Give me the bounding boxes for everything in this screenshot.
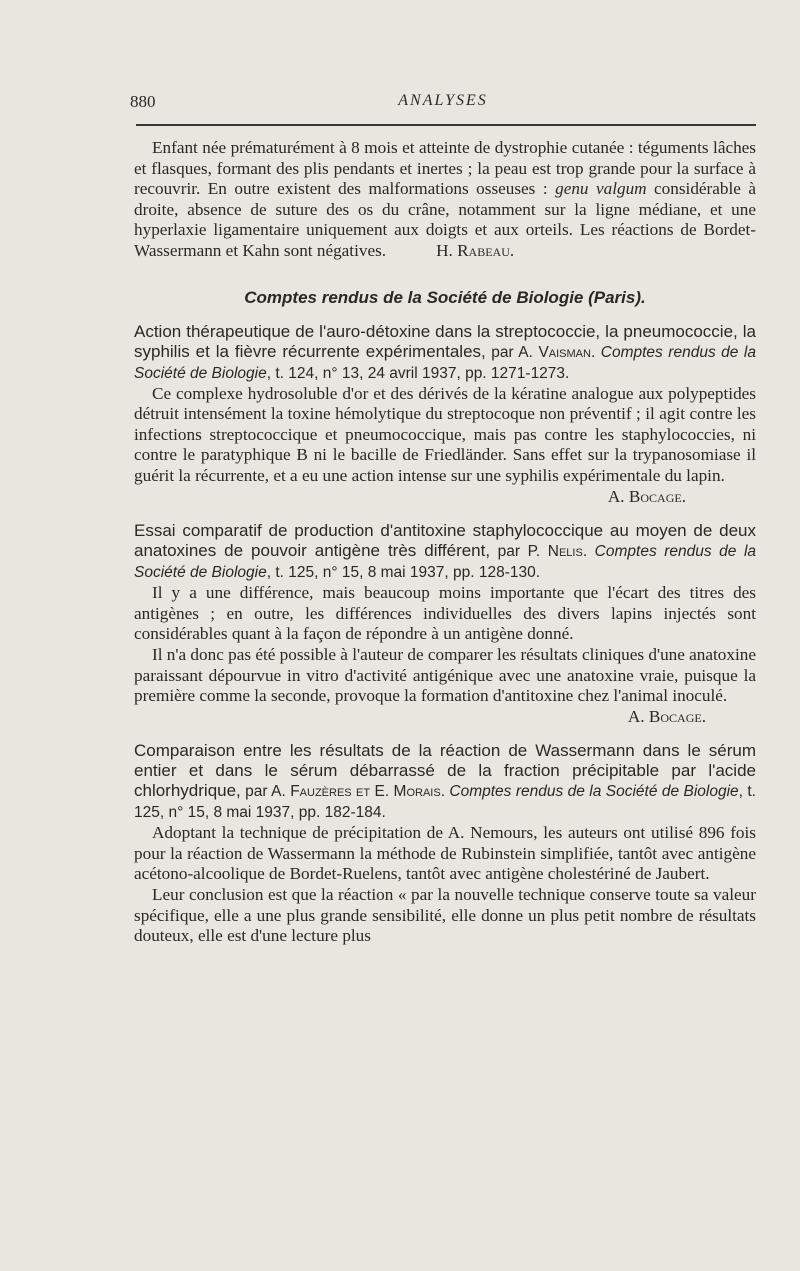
page-body [134, 138, 756, 947]
intro-signature: H. Rabeau. [436, 240, 515, 260]
article-paragraph: Ce complexe hydrosoluble d'or et des dérivés de la kératine analogue aux polypeptides détruit intensément la toxine hémolytique du streptocoque non préventif ; il agit contre les infections streptococcique et pneumococcique, mais pas contre les staphylococcies, ni contre le paratyphique B ni le bacille de Friedländer. Sans effet sur la trypanosomiase il guérit la récurrente, et a eu une action intense sur une syphilis expérimentale du lapin. [134, 383, 756, 485]
article-signature: A. Bocage. [607, 486, 686, 506]
article-3 [134, 741, 756, 947]
article-title: Comparaison entre les résultats de la réaction de Wassermann dans le sérum entier et dans le sérum débarrassé de la fraction précipitable par l'acide chlorhydrique, par A. Fauzères et E. Morais. Comptes rendus de la Société de Biologie, t. 125, n° 15, 8 mai 1937, pp. 182-184. [134, 741, 756, 822]
article-paragraph: Il y a une différence, mais beaucoup moins importante que l'écart des titres des antigènes ; en outre, les différences individuelles des divers lapins injectés sont considérables quant à la façon de répondre à un antigène donné. [134, 583, 756, 644]
page-number: 880 [130, 92, 156, 111]
section-title: Comptes rendus de la Société de Biologie (Paris). [244, 287, 646, 307]
intro-block [134, 138, 756, 262]
running-title: ANALYSES [398, 92, 488, 109]
article-1 [134, 322, 756, 508]
article-2 [134, 521, 756, 727]
article-paragraph: Adoptant la technique de précipitation de A. Nemours, les auteurs ont utilisé 896 fois pour la réaction de Wassermann la méthode de Rubinstein simplifiée, tantôt avec antigène acétono-alcoolique de Bordet-Ruelens, tantôt avec antigène cholestériné de Jaubert. [134, 823, 756, 884]
article-paragraph: Il n'a donc pas été possible à l'auteur de comparer les résultats cliniques d'une anatoxine paraissant dépourvue in vitro d'activité antigénique avec une anatoxine vraie, puisque la première comme la seconde, provoque la formation d'antitoxine chez l'animal inoculé. [134, 644, 756, 706]
article-title: Essai comparatif de production d'antitoxine staphylococcique au moyen de deux anatoxines de pouvoir antigène très différent, par P. Nelis. Comptes rendus de la Société de Biologie, t. 125, n° 15, 8 mai 1937, pp. 128-130. [134, 521, 757, 582]
intro-paragraph: Enfant née prématurément à 8 mois et atteinte de dystrophie cutanée : téguments lâches et flasques, formant des plis pendants et inertes ; la peau est trop grande pour la surface à recouvrir. En outre existent des malformations osseuses : genu valgum considérable à droite, absence de suture des os du crâne, notamment sur la ligne médiane, et une hyperlaxie ligamentaire uniquement aux doigts et aux orteils. Les réactions de Bordet-Wassermann et Kahn sont négatives. H. Rabeau. [134, 138, 756, 260]
header-rule [136, 124, 756, 126]
article-paragraph: Leur conclusion est que la réaction « par la nouvelle technique conserve toute sa valeur spécifique, elle a une plus grande sensibilité, elle donne un plus petit nombre de résultats douteux, elle est d'une lecture plus [134, 885, 756, 946]
page-header [130, 92, 756, 114]
article-title: Action thérapeutique de l'auro-détoxine dans la streptococcie, la pneumococcie, la syphilis et la fièvre récurrente expérimentales, par A. Vaisman. Comptes rendus de la Société de Biologie, t. 124, n° 13, 24 avril 1937, pp. 1271-1273. [134, 321, 756, 382]
article-signature: A. Bocage. [627, 706, 706, 726]
